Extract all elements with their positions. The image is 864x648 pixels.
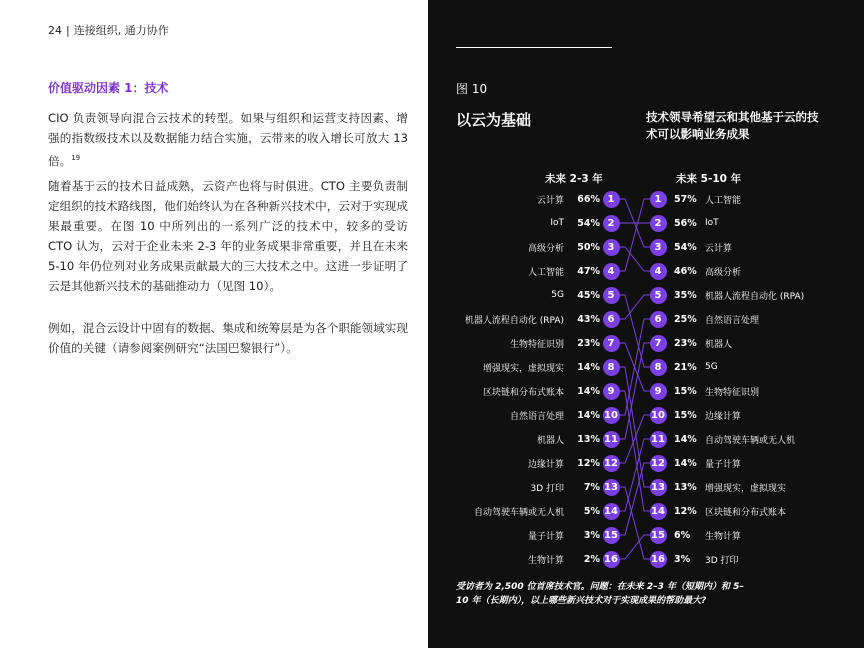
- short-term-label: 云计算: [536, 195, 564, 206]
- short-term-label: 生物特征识别: [509, 339, 564, 350]
- rank-connector: [619, 295, 650, 319]
- footnote-ref: 19: [71, 154, 81, 162]
- long-term-percent: 15%: [674, 385, 697, 397]
- long-term-rank-badge: 14: [650, 503, 667, 520]
- long-term-rank-badge: 11: [650, 431, 667, 448]
- paragraph-3: 例如，混合云设计中固有的数据、集成和统筹层是为各个职能领域实现价值的关键（请参阅案例研究“法国巴黎银行”）。: [48, 321, 408, 355]
- rank-connector: [619, 391, 650, 511]
- long-term-percent: 13%: [674, 481, 697, 493]
- long-term-row: [674, 525, 741, 545]
- short-term-percent: 50%: [577, 241, 600, 253]
- figure-description: 技术领导希望云和其他基于云的技术可以影响业务成果: [646, 110, 819, 141]
- short-term-rank-badge: 12: [603, 455, 620, 472]
- short-term-row: [510, 405, 600, 425]
- short-term-rank-badge: 14: [603, 503, 620, 520]
- short-term-percent: 45%: [577, 289, 600, 301]
- short-term-rank-badge: 5: [603, 287, 620, 304]
- short-term-label: IoT: [550, 218, 564, 228]
- long-term-rank-badge: 10: [650, 407, 667, 424]
- long-term-label: 云计算: [705, 243, 733, 254]
- short-term-rank-badge: 11: [603, 431, 620, 448]
- short-term-percent: 54%: [577, 217, 600, 229]
- paragraph-2: 随着基于云的技术日益成熟，云资产也将与时俱进。CTO 主要负责制定组织的技术路线图，他们始终认为在各种新兴技术中，云对于实现成果最重要。在图 10 中所列出的一系列广泛的技术中，较多的受访 CTO 认为，云对于企业未来 2-3 年的业务成果非常重要，并且在未来 5-10 年仍位列对业务成果贡献最大的三大技术之中。这进一步证明了云是其他新兴技术的基础推动力（见图 10）。: [48, 179, 408, 293]
- figure-footnote: 受访者为 2,500 位首席技术官。问题：在未来 2–3 年（短期内）和 5–10 年（长期内），以上哪些新兴技术对于实现成果的帮助最大?: [456, 582, 744, 606]
- long-term-label: 高级分析: [705, 267, 742, 278]
- short-term-percent: 14%: [577, 361, 600, 373]
- long-term-label: 自然语言处理: [705, 315, 760, 326]
- rank-connector: [619, 295, 650, 367]
- rank-connector: [619, 535, 650, 559]
- short-term-row: [528, 261, 600, 281]
- short-term-label: 高级分析: [527, 243, 564, 254]
- short-term-percent: 13%: [577, 433, 600, 445]
- figure-label: 图 10: [456, 82, 488, 96]
- short-term-percent: 3%: [583, 529, 600, 541]
- short-term-row: [474, 501, 600, 521]
- short-term-row: [537, 189, 600, 209]
- long-term-row: [674, 285, 804, 305]
- long-term-rank-badge: 4: [650, 263, 667, 280]
- short-term-heading: 未来 2-3 年: [545, 173, 603, 185]
- long-term-rank-badge: 15: [650, 527, 667, 544]
- paragraph-1-text: CIO 负责领导向混合云技术的转型。如果与组织和运营支持因素、增强的指数级技术以及数据能力结合实施，云带来的收入增长可放大 13 倍。: [48, 111, 408, 168]
- short-term-label: 自然语言处理: [509, 411, 564, 422]
- long-term-row: [674, 189, 741, 209]
- rank-connector: [619, 247, 650, 271]
- long-term-percent: 54%: [674, 241, 697, 253]
- long-term-row: [674, 309, 759, 329]
- short-term-label: 量子计算: [527, 531, 564, 542]
- section-title: 价值驱动因素 1：技术: [48, 81, 169, 95]
- long-term-percent: 3%: [674, 553, 691, 565]
- long-term-rank-badge: 1: [650, 191, 667, 208]
- short-term-percent: 47%: [577, 265, 600, 277]
- long-term-percent: 23%: [674, 337, 697, 349]
- long-term-percent: 15%: [674, 409, 697, 421]
- long-term-rank-badge: 7: [650, 335, 667, 352]
- short-term-row: [537, 429, 600, 449]
- long-term-label: 机器人: [705, 339, 733, 350]
- long-term-percent: 14%: [674, 433, 697, 445]
- long-term-row: [674, 405, 741, 425]
- long-term-heading: 未来 5-10 年: [676, 173, 742, 185]
- long-term-row: [674, 453, 741, 473]
- long-term-label: 3D 打印: [705, 555, 739, 566]
- short-term-percent: 14%: [577, 385, 600, 397]
- long-term-rank-badge: 5: [650, 287, 667, 304]
- long-term-percent: 57%: [674, 193, 697, 205]
- running-title: 连接组织, 通力协作: [73, 24, 169, 37]
- short-term-label: 5G: [551, 290, 564, 300]
- long-term-percent: 14%: [674, 457, 697, 469]
- long-term-percent: 35%: [674, 289, 697, 301]
- short-term-row: [530, 477, 600, 497]
- short-term-rank-badge: 1: [603, 191, 620, 208]
- long-term-label: 增强现实，虚拟现实: [705, 483, 787, 494]
- long-term-label: 自动驾驶车辆或无人机: [705, 435, 796, 446]
- short-term-label: 生物计算: [527, 555, 564, 566]
- short-term-row: [483, 381, 600, 401]
- short-term-label: 自动驾驶车辆或无人机: [473, 507, 564, 518]
- short-term-rank-badge: 6: [603, 311, 620, 328]
- long-term-percent: 25%: [674, 313, 697, 325]
- short-term-row: [528, 237, 600, 257]
- long-term-rank-badge: 9: [650, 383, 667, 400]
- figure-title: 以云为基础: [456, 111, 532, 129]
- short-term-row: [528, 453, 600, 473]
- short-term-label: 增强现实，虚拟现实: [482, 363, 564, 374]
- page-number: 24: [48, 24, 62, 37]
- long-term-label: 生物特征识别: [705, 387, 760, 398]
- short-term-rank-badge: 3: [603, 239, 620, 256]
- short-term-percent: 2%: [583, 553, 600, 565]
- long-term-percent: 56%: [674, 217, 697, 229]
- short-term-row: [465, 309, 600, 329]
- short-term-percent: 14%: [577, 409, 600, 421]
- rank-connector: [619, 199, 650, 271]
- long-term-row: [674, 549, 739, 569]
- long-term-percent: 12%: [674, 505, 697, 517]
- short-term-row: [550, 213, 600, 233]
- short-term-row: [528, 525, 600, 545]
- long-term-rank-badge: 2: [650, 215, 667, 232]
- long-term-row: [674, 477, 786, 497]
- short-term-label: 边缘计算: [527, 459, 564, 470]
- long-term-row: [674, 381, 759, 401]
- header-separator: |: [66, 24, 70, 37]
- short-term-rank-badge: 15: [603, 527, 620, 544]
- long-term-label: 人工智能: [705, 195, 742, 206]
- long-term-row: [674, 333, 732, 353]
- long-term-label: 边缘计算: [705, 411, 742, 422]
- long-term-label: IoT: [705, 218, 719, 228]
- long-term-label: 量子计算: [705, 459, 742, 470]
- short-term-percent: 43%: [577, 313, 600, 325]
- short-term-percent: 23%: [577, 337, 600, 349]
- long-term-label: 机器人流程自动化 (RPA): [705, 291, 805, 302]
- long-term-rank-badge: 13: [650, 479, 667, 496]
- short-term-label: 3D 打印: [530, 483, 564, 494]
- long-term-rank-badge: 3: [650, 239, 667, 256]
- short-term-rank-badge: 2: [603, 215, 620, 232]
- short-term-percent: 5%: [583, 505, 600, 517]
- short-term-label: 机器人: [536, 435, 564, 446]
- short-term-percent: 7%: [583, 481, 600, 493]
- long-term-label: 5G: [705, 362, 718, 372]
- short-term-label: 机器人流程自动化 (RPA): [464, 315, 564, 326]
- short-term-rank-badge: 8: [603, 359, 620, 376]
- short-term-row: [528, 549, 600, 569]
- long-term-rank-badge: 8: [650, 359, 667, 376]
- long-term-rank-badge: 16: [650, 551, 667, 568]
- long-term-percent: 6%: [674, 529, 691, 541]
- long-term-row: [674, 261, 741, 281]
- short-term-rank-badge: 10: [603, 407, 620, 424]
- short-term-rank-badge: 16: [603, 551, 620, 568]
- long-term-percent: 21%: [674, 361, 697, 373]
- rank-connector: [619, 367, 650, 487]
- long-term-percent: 46%: [674, 265, 697, 277]
- long-term-rank-badge: 12: [650, 455, 667, 472]
- long-term-row: [674, 429, 795, 449]
- long-term-row: [674, 501, 786, 521]
- long-term-rank-badge: 6: [650, 311, 667, 328]
- short-term-percent: 12%: [577, 457, 600, 469]
- short-term-rank-badge: 7: [603, 335, 620, 352]
- short-term-label: 区块链和分布式账本: [482, 387, 564, 398]
- short-term-row: [551, 285, 600, 305]
- short-term-row: [510, 333, 600, 353]
- short-term-rank-badge: 13: [603, 479, 620, 496]
- long-term-row: [674, 237, 732, 257]
- short-term-label: 人工智能: [527, 267, 564, 278]
- short-term-percent: 66%: [577, 193, 600, 205]
- long-term-row: [674, 357, 718, 377]
- short-term-row: [483, 357, 600, 377]
- short-term-rank-badge: 9: [603, 383, 620, 400]
- long-term-label: 区块链和分布式账本: [705, 507, 787, 518]
- long-term-label: 生物计算: [705, 531, 742, 542]
- short-term-rank-badge: 4: [603, 263, 620, 280]
- long-term-row: [674, 213, 719, 233]
